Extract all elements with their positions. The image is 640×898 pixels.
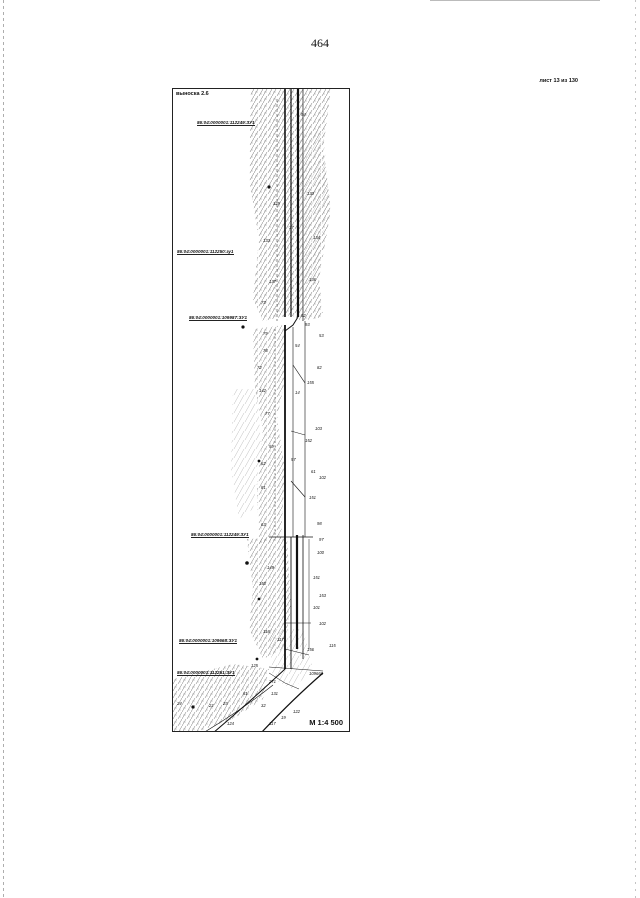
- point-label: 109668: [309, 671, 323, 676]
- point-label: 152: [305, 438, 312, 443]
- point-label: 117: [269, 721, 276, 726]
- scan-edge-right: [635, 0, 636, 898]
- point-label: 271: [269, 679, 276, 684]
- point-label: 94: [301, 112, 306, 117]
- point-label: 153: [319, 593, 326, 598]
- point-label: 131: [271, 691, 278, 696]
- point-label: 19: [281, 715, 286, 720]
- point-label: 100: [317, 550, 324, 555]
- cadastral-label: 86:04:0000001:109987:ЗУ1: [189, 315, 247, 320]
- point-label: 118: [263, 629, 270, 634]
- point-label: 77: [265, 411, 270, 416]
- point-label: 14: [295, 390, 300, 395]
- point-label: 53: [319, 333, 324, 338]
- point-label: 115: [329, 643, 336, 648]
- point-label: 81: [261, 485, 266, 490]
- inset-title: выноска 2.6: [176, 91, 209, 97]
- point-label: 102: [319, 621, 326, 626]
- point-label: 93: [305, 322, 310, 327]
- point-label: 63: [261, 522, 266, 527]
- point-label: 97: [319, 537, 324, 542]
- point-label: 124: [227, 721, 234, 726]
- point-label: 122: [293, 709, 300, 714]
- point-label: 62: [261, 461, 266, 466]
- scan-top-edge: [430, 0, 600, 1]
- point-label: 150: [259, 581, 266, 586]
- point-label: 59: [269, 444, 274, 449]
- point-label: 22: [209, 703, 214, 708]
- point-label: 103: [315, 426, 322, 431]
- point-label: 129: [273, 201, 280, 206]
- map-inset-frame: [172, 88, 350, 732]
- point-label: 156: [307, 647, 314, 652]
- point-label: 81: [243, 691, 248, 696]
- point-label: 92: [301, 313, 306, 318]
- point-label: 117: [277, 637, 284, 642]
- point-label: 78: [263, 348, 268, 353]
- point-label: 54: [295, 343, 300, 348]
- point-label: 72: [257, 365, 262, 370]
- point-label: 155: [307, 380, 314, 385]
- point-label: 32: [261, 703, 266, 708]
- point-label: 134: [313, 235, 320, 240]
- point-label: 23: [223, 701, 228, 706]
- cadastral-label: 86:04:0000001:112250:зу1: [177, 249, 234, 254]
- point-label: 149: [267, 565, 274, 570]
- point-label: 73: [261, 300, 266, 305]
- cadastral-label: 86:04:0000001:109668:ЗУ1: [179, 638, 237, 643]
- point-label: 130: [307, 191, 314, 196]
- point-label: 133: [263, 238, 270, 243]
- point-label: 101: [313, 605, 320, 610]
- sheet-label: лист 13 из 130: [539, 78, 578, 84]
- cadastral-label: 86:04:0000001:112249:ЗУ1: [197, 120, 255, 125]
- vegetation-hatching: [173, 89, 331, 732]
- scan-edge-left: [3, 0, 4, 898]
- point-label: 79: [263, 331, 268, 336]
- point-label: 137: [269, 279, 276, 284]
- page-number: 464: [311, 36, 329, 50]
- point-label: 57: [291, 457, 296, 462]
- point-label: 98: [317, 521, 322, 526]
- point-label: 125: [251, 663, 258, 668]
- point-label: 142: [259, 388, 266, 393]
- point-label: 82: [317, 365, 322, 370]
- cadastral-label: 86:04:0000001:112249:ЗУ1: [191, 532, 249, 537]
- point-label: 102: [319, 475, 326, 480]
- map-drawing: [173, 89, 350, 732]
- cadastral-label: 86:04:0000001:112251:ЗУ1: [177, 670, 235, 675]
- point-label: 61: [311, 469, 316, 474]
- point-label: 24: [177, 701, 182, 706]
- point-label: 136: [309, 277, 316, 282]
- scale-label: М 1:4 500: [309, 718, 343, 727]
- point-label: 151: [313, 575, 320, 580]
- point-label: 151: [309, 495, 316, 500]
- point-label: 37: [289, 225, 294, 230]
